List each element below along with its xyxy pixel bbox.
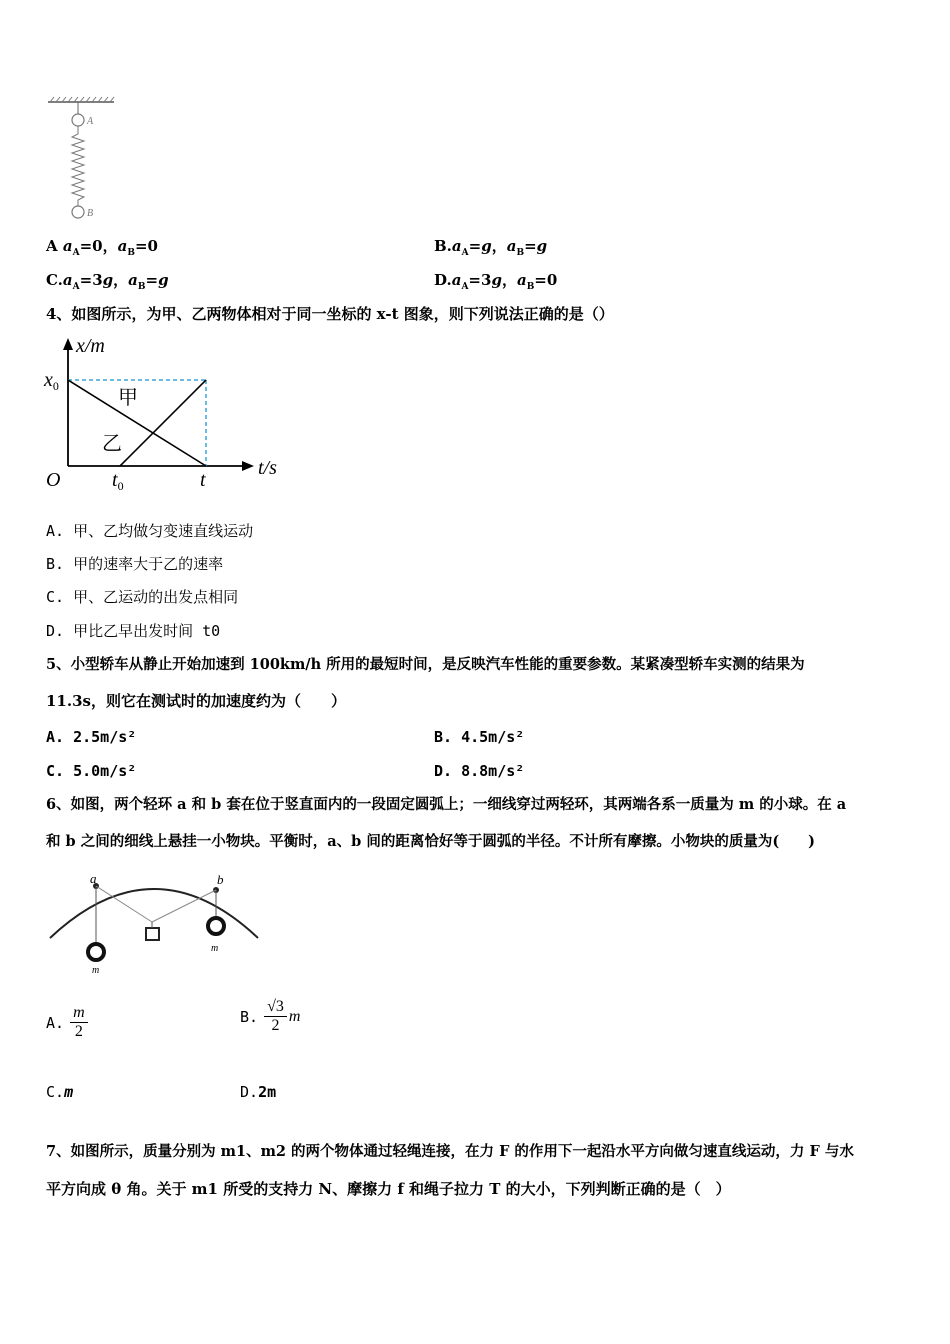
- xt-graph: [40, 330, 290, 496]
- q6-option-a[interactable]: [46, 1004, 88, 1041]
- y-axis-label: x/m: [76, 335, 105, 357]
- q5-option-a[interactable]: A. 2.5m/s²: [46, 728, 137, 746]
- q4-option-b[interactable]: B. 甲的速率大于乙的速率: [46, 555, 224, 573]
- label-jia: 甲: [118, 385, 138, 409]
- ball-b: [72, 206, 84, 218]
- label-ring-a: a: [90, 871, 97, 886]
- ball-a: [72, 114, 84, 126]
- fraction-numerator: √3: [264, 998, 287, 1017]
- q6-option-a-label: A.: [46, 1013, 65, 1032]
- q6-option-b[interactable]: [240, 998, 300, 1035]
- small-block: [146, 928, 159, 940]
- q6-option-d[interactable]: [240, 1082, 276, 1102]
- q6-option-b-label: B.: [240, 1007, 259, 1026]
- fraction-numerator: m: [70, 1004, 88, 1023]
- x0-label: $x_0$: [44, 369, 59, 393]
- q5-stem-line1: 5、小型轿车从静止开始加速到 100km/h 所用的最短时间，是反映汽车性能的重要参数。某紧凑型轿车实测的结果为: [46, 656, 805, 673]
- q6-option-c[interactable]: [46, 1082, 73, 1102]
- q4-stem: 4、如图所示，为甲、乙两物体相对于同一坐标的 x-t 图象，则下列说法正确的是（）: [46, 305, 614, 323]
- label-m-right: m: [211, 943, 219, 954]
- q4-option-d[interactable]: D. 甲比乙早出发时间 t0: [46, 622, 221, 640]
- label-m-left: m: [92, 965, 100, 976]
- q6-option-c-text: m: [64, 1083, 74, 1101]
- t0-label: $t_0$: [112, 469, 124, 493]
- q3-option-a[interactable]: A $a_A=0$，$a_B=0$: [46, 237, 158, 258]
- q5-stem-line2: 11.3s，则它在测试时的加速度约为（ ）: [46, 692, 346, 710]
- label-a: A: [87, 116, 94, 127]
- q5-option-d[interactable]: D. 8.8m/s²: [434, 762, 525, 780]
- q4-option-a[interactable]: A. 甲、乙均做匀变速直线运动: [46, 522, 254, 540]
- label-ring-b: b: [217, 872, 224, 887]
- q4-option-c[interactable]: C. 甲、乙运动的出发点相同: [46, 588, 239, 606]
- q6-option-d-text: 2m: [258, 1083, 277, 1101]
- fraction-sqrt3-over-2: [264, 998, 287, 1035]
- q5-option-b[interactable]: B. 4.5m/s²: [434, 728, 525, 746]
- ring-right: [208, 918, 224, 934]
- x-axis-label: t/s: [258, 457, 277, 479]
- origin-label: O: [46, 469, 61, 491]
- q5-option-c[interactable]: C. 5.0m/s²: [46, 762, 137, 780]
- q6-stem-line2: 和 b 之间的细线上悬挂一小物块。平衡时，a、b 间的距离恰好等于圆弧的半径。不计所有摩擦。小物块的质量为( ): [46, 833, 816, 850]
- q6-option-b-tail: m: [288, 1007, 301, 1025]
- spring-figure: [44, 96, 124, 226]
- ring-left: [88, 944, 104, 960]
- label-yi: 乙: [102, 431, 122, 455]
- fraction-denominator: 2: [271, 1017, 280, 1034]
- t-label: t: [200, 469, 206, 491]
- q7-stem-line1: 7、如图所示，质量分别为 m1、m2 的两个物体通过轻绳连接，在力 F 的作用下一起沿水平方向做匀速直线运动，力 F 与水: [46, 1143, 854, 1160]
- q3-option-b[interactable]: $B.a_A=g$，$a_B=g$: [434, 237, 548, 258]
- arc-figure: [44, 866, 264, 978]
- q7-stem-line2: 平方向成 θ 角。关于 m1 所受的支持力 N、摩擦力 f 和绳子拉力 T 的大小，下列判断正确的是（ ）: [46, 1180, 731, 1198]
- q3-option-d[interactable]: $D.a_A=3g$，$a_B=0$: [434, 271, 558, 292]
- fraction-denominator: 2: [74, 1023, 83, 1040]
- q6-option-c-label: C.: [46, 1083, 65, 1101]
- q6-option-d-label: D.: [240, 1083, 259, 1101]
- q3-option-c[interactable]: $C.a_A=3g$，$a_B=g$: [46, 271, 169, 292]
- label-b: B: [87, 208, 94, 219]
- q6-stem-line1: 6、如图，两个轻环 a 和 b 套在位于竖直面内的一段固定圆弧上；一细线穿过两轻环，其两端各系一质量为 m 的小球。在 a: [46, 796, 847, 813]
- fraction-m-over-2: [70, 1004, 88, 1041]
